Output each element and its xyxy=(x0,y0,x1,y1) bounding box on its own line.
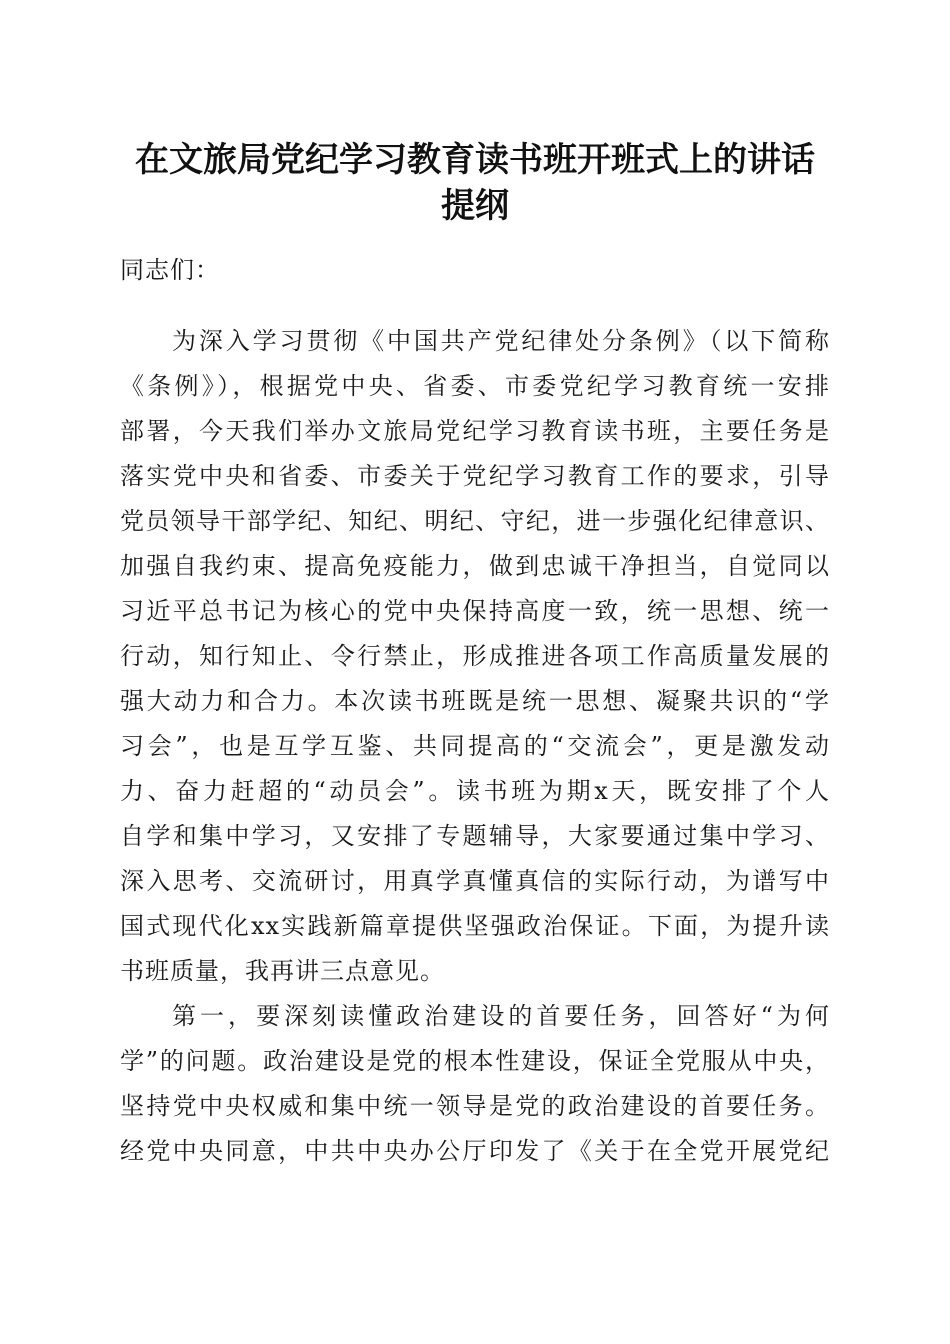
body-line: 经党中央同意，中共中央办公厅印发了《关于在全党开展党纪 xyxy=(120,1137,830,1165)
body-line: 强大动力和合力。本次读书班既是统一思想、凝聚共识的“学 xyxy=(120,687,830,715)
body-line: 习近平总书记为核心的党中央保持高度一致，统一思想、统一 xyxy=(120,597,830,625)
body-line: 习会”，也是互学互鉴、共同提高的“交流会”，更是激发动 xyxy=(120,732,830,760)
body-line: 落实党中央和省委、市委关于党纪学习教育工作的要求，引导 xyxy=(120,462,830,490)
body-line: 自学和集中学习，又安排了专题辅导，大家要通过集中学习、 xyxy=(120,822,830,850)
salutation: 同志们： xyxy=(120,256,220,284)
body-line: 第一，要深刻读懂政治建设的首要任务，回答好“为何 xyxy=(172,1002,830,1030)
body-line: 为深入学习贯彻《中国共产党纪律处分条例》（以下简称 xyxy=(172,327,830,355)
body-line: 国式现代化xx实践新篇章提供坚强政治保证。下面，为提升读 xyxy=(120,912,830,940)
body-line: 加强自我约束、提高免疫能力，做到忠诚干净担当，自觉同以 xyxy=(120,552,830,580)
document-title-line-1: 在文旅局党纪学习教育读书班开班式上的讲话 xyxy=(135,140,815,180)
body-line: 党员领导干部学纪、知纪、明纪、守纪，进一步强化纪律意识、 xyxy=(120,507,830,535)
body-line: 学”的问题。政治建设是党的根本性建设，保证全党服从中央， xyxy=(120,1047,830,1075)
body-line: 《条例》），根据党中央、省委、市委党纪学习教育统一安排 xyxy=(120,372,830,400)
body-line: 坚持党中央权威和集中统一领导是党的政治建设的首要任务。 xyxy=(120,1092,830,1120)
body-line: 行动，知行知止、令行禁止，形成推进各项工作高质量发展的 xyxy=(120,642,830,670)
body-line: 深入思考、交流研讨，用真学真懂真信的实际行动，为谱写中 xyxy=(120,867,830,895)
body-line: 力、奋力赶超的“动员会”。读书班为期x天，既安排了个人 xyxy=(120,777,830,805)
body-line: 部署，今天我们举办文旅局党纪学习教育读书班，主要任务是 xyxy=(120,417,830,445)
document-title-line-2: 提纲 xyxy=(441,186,509,226)
body-line: 书班质量，我再讲三点意见。 xyxy=(120,957,445,985)
